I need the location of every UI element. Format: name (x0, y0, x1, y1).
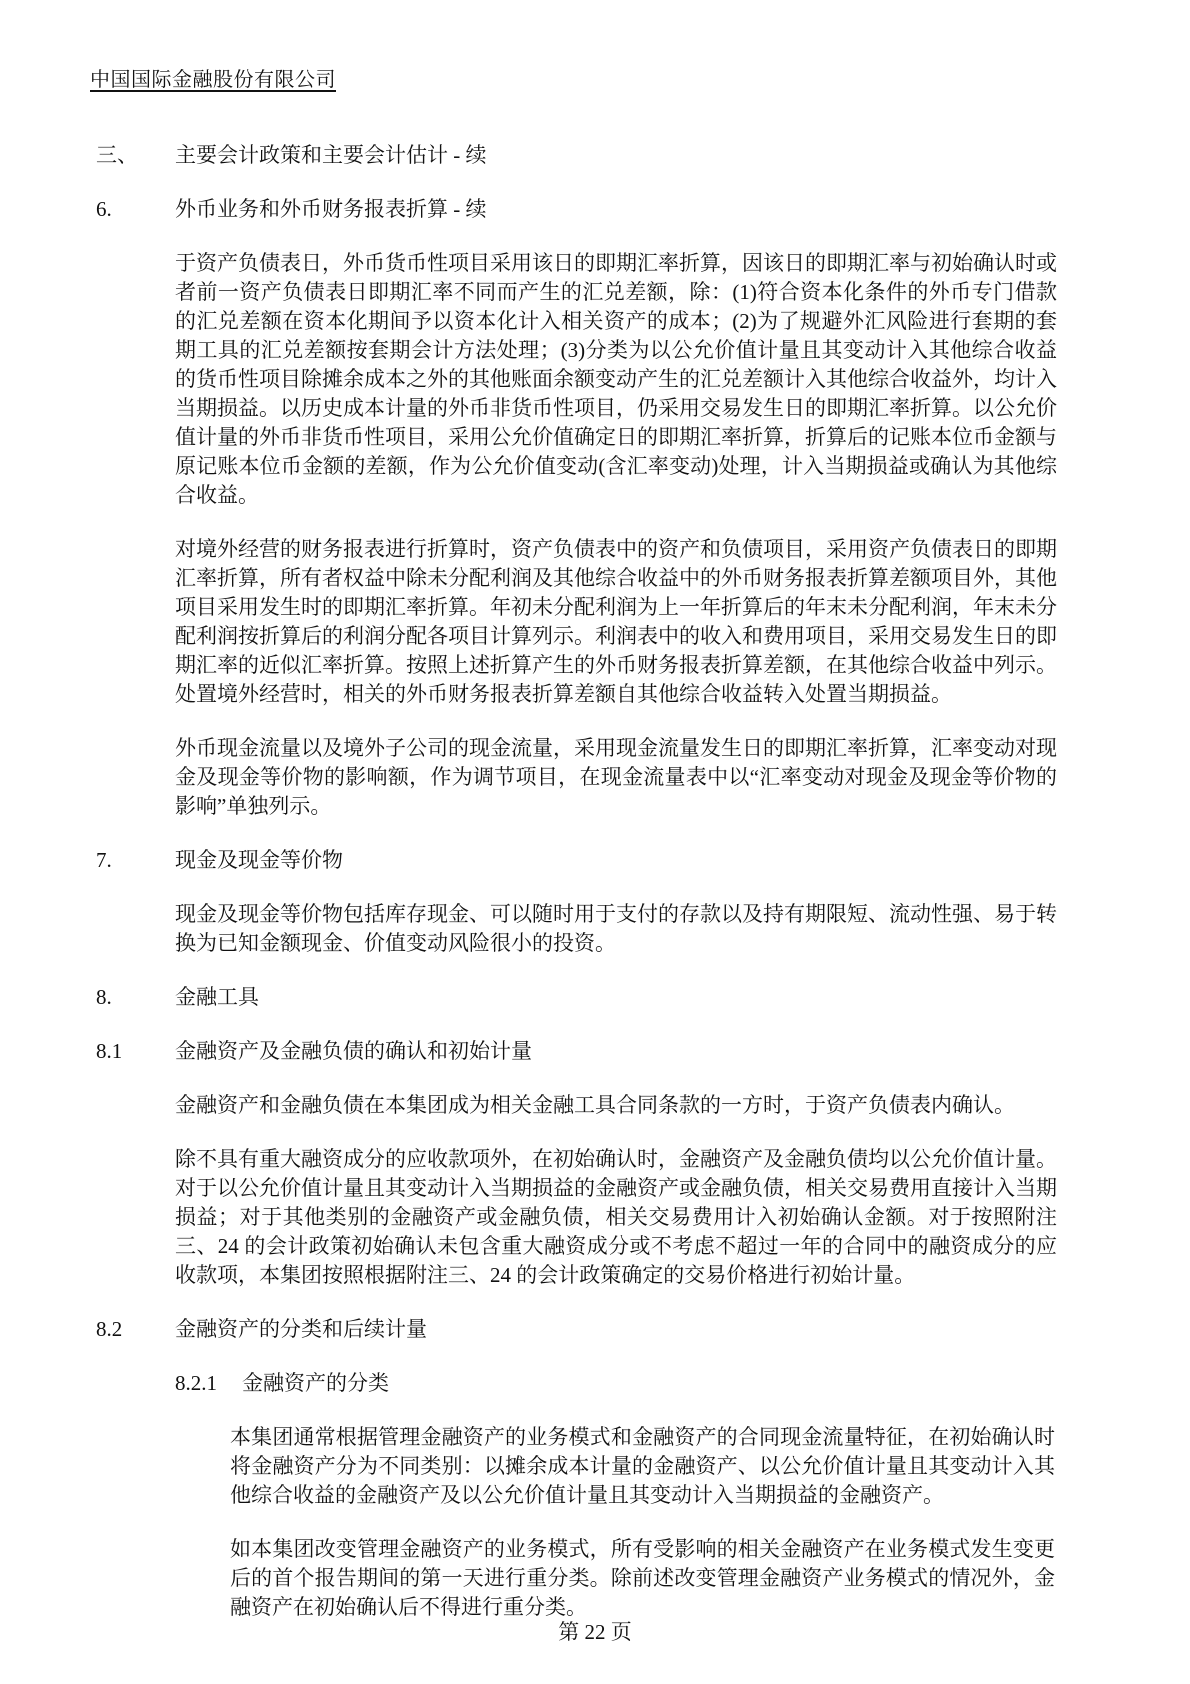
paragraph-text: 除不具有重大融资成分的应收款项外，在初始确认时，金融资产及金融负债均以公允价值计量。对于以公允价值计量且其变动计入当期损益的金融资产或金融负债，相关交易费用直接计入当期损益；对于其他类别的金融资产或金融负债，相关交易费用计入初始确认金额。对于按照附注三、24 的会计政策初始确认未包含重大融资成分或不考虑不超过一年的合同中的融资成分的应收款项，本集团按照根据附注三、24 的会计政策确定的交易价格进行初始计量。 (175, 1147, 1057, 1287)
paragraph (0, 1091, 1190, 1120)
paragraph (0, 900, 1190, 958)
section-title: 主要会计政策和主要会计估计 - 续 (175, 143, 487, 167)
paragraph (0, 1145, 1190, 1290)
section-heading (0, 1037, 1190, 1066)
section-number: 8.2.1 (175, 1371, 217, 1395)
paragraph-text: 外币现金流量以及境外子公司的现金流量，采用现金流量发生日的即期汇率折算，汇率变动对现金及现金等价物的影响额，作为调节项目，在现金流量表中以“汇率变动对现金及现金等价物的影响”单独列示。 (175, 736, 1057, 818)
paragraph-text: 现金及现金等价物包括库存现金、可以随时用于支付的存款以及持有期限短、流动性强、易于转换为已知金额现金、价值变动风险很小的投资。 (175, 902, 1057, 955)
section-heading (0, 141, 1190, 170)
section-heading (0, 1369, 1190, 1398)
section-title: 金融资产的分类和后续计量 (175, 1317, 427, 1341)
section-heading (0, 1315, 1190, 1344)
section-title: 金融工具 (175, 985, 259, 1009)
paragraph-text: 对境外经营的财务报表进行折算时，资产负债表中的资产和负债项目，采用资产负债表日的即期汇率折算，所有者权益中除未分配利润及其他综合收益中的外币财务报表折算差额项目外，其他项目采用发生时的即期汇率折算。年初未分配利润为上一年折算后的年末未分配利润，年末未分配利润按折算后的利润分配各项目计算列示。利润表中的收入和费用项目，采用交易发生日的即期汇率的近似汇率折算。按照上述折算产生的外币财务报表折算差额，在其他综合收益中列示。处置境外经营时，相关的外币财务报表折算差额自其他综合收益转入处置当期损益。 (175, 537, 1057, 706)
paragraph-text: 金融资产和金融负债在本集团成为相关金融工具合同条款的一方时，于资产负债表内确认。 (175, 1093, 1015, 1117)
section-heading (0, 195, 1190, 224)
section-heading (0, 846, 1190, 875)
paragraph (0, 1423, 1190, 1510)
section-number: 三、 (96, 143, 138, 167)
section-number: 6. (96, 197, 112, 221)
section-title: 金融资产及金融负债的确认和初始计量 (175, 1039, 532, 1063)
section-title: 外币业务和外币财务报表折算 - 续 (175, 197, 487, 221)
document-body (0, 141, 1190, 1647)
section-number: 8.1 (96, 1039, 123, 1063)
company-name: 中国国际金融股份有限公司 (90, 69, 336, 91)
section-number: 8.2 (96, 1317, 123, 1341)
section-number: 8. (96, 985, 112, 1009)
paragraph (0, 535, 1190, 709)
section-number: 7. (96, 848, 112, 872)
section-title: 金融资产的分类 (242, 1371, 389, 1395)
page-number: 第 22 页 (558, 1620, 632, 1644)
section-heading (0, 983, 1190, 1012)
paragraph-text: 本集团通常根据管理金融资产的业务模式和金融资产的合同现金流量特征，在初始确认时将金融资产分为不同类别：以摊余成本计量的金融资产、以公允价值计量且其变动计入其他综合收益的金融资产及以公允价值计量且其变动计入当期损益的金融资产。 (230, 1425, 1055, 1507)
section-title: 现金及现金等价物 (175, 848, 343, 872)
paragraph (0, 734, 1190, 821)
paragraph-text: 如本集团改变管理金融资产的业务模式，所有受影响的相关金融资产在业务模式发生变更后的首个报告期间的第一天进行重分类。除前述改变管理金融资产业务模式的情况外，金融资产在初始确认后不得进行重分类。 (230, 1537, 1055, 1619)
paragraph (0, 249, 1190, 510)
paragraph-text: 于资产负债表日，外币货币性项目采用该日的即期汇率折算，因该日的即期汇率与初始确认时或者前一资产负债表日即期汇率不同而产生的汇兑差额，除：(1)符合资本化条件的外币专门借款的汇兑差额在资本化期间予以资本化计入相关资产的成本；(2)为了规避外汇风险进行套期的套期工具的汇兑差额按套期会计方法处理；(3)分类为以公允价值计量且其变动计入其他综合收益的货币性项目除摊余成本之外的其他账面余额变动产生的汇兑差额计入其他综合收益外，均计入当期损益。以历史成本计量的外币非货币性项目，仍采用交易发生日的即期汇率折算。以公允价值计量的外币非货币性项目，采用公允价值确定日的即期汇率折算，折算后的记账本位币金额与原记账本位币金额的差额，作为公允价值变动(含汇率变动)处理，计入当期损益或确认为其他综合收益。 (175, 251, 1057, 507)
paragraph (0, 1535, 1190, 1622)
